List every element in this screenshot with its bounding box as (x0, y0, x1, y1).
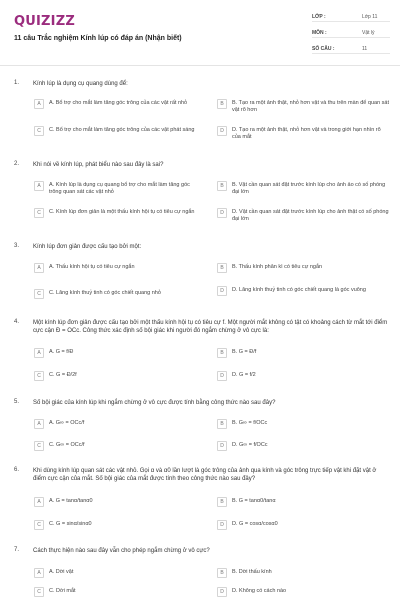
option-letter: A (34, 181, 44, 191)
option-text: D. G = cosα/cosα0 (232, 521, 278, 527)
option-letter: D (217, 520, 227, 530)
meta-value: Vật lý (362, 30, 375, 36)
option-letter: D (217, 441, 227, 451)
worksheet-header (0, 0, 400, 66)
option-d[interactable] (217, 371, 389, 381)
option-c[interactable] (34, 371, 200, 381)
option-b[interactable] (217, 419, 389, 429)
option-text: A. G∞ = OCc/f (49, 420, 85, 426)
option-text: B. G∞ = f/OCc (232, 420, 268, 426)
option-letter: C (34, 289, 44, 299)
option-letter: B (217, 419, 227, 429)
option-a[interactable] (34, 263, 200, 273)
option-letter: C (34, 587, 44, 597)
option-a[interactable] (34, 497, 200, 507)
meta-label: LỚP : (312, 14, 326, 20)
option-letter: C (34, 126, 44, 136)
question-number: 6. (14, 467, 20, 473)
option-letter: A (34, 99, 44, 109)
option-text: A. Bổ trợ cho mắt làm tăng góc trông của các vật rất nhỏ (49, 100, 188, 106)
option-c[interactable] (34, 289, 200, 299)
option-c[interactable] (34, 126, 200, 136)
question-text: Một kính lúp đơn giản được cấu tạo bởi một thấu kính hội tụ có tiêu cự f. Một người mắt không có tật có khoảng cách từ mắt tới điểm cực cận Đ = OCc. Công thức xác định số bội giác khi người đó ngắm chừng ở vô cực là: (33, 320, 388, 334)
question-text: Số bội giác của kính lúp khi ngắm chừng ở vô cực được tính bằng công thức nào sau đây? (33, 400, 276, 406)
option-text: B. G = Đ/f (232, 349, 257, 355)
option-text: C. G = Đ/2f (49, 372, 77, 378)
option-text: B. Dời thấu kính (232, 569, 272, 575)
option-b[interactable] (217, 99, 389, 114)
option-letter: C (34, 520, 44, 530)
option-b[interactable] (217, 497, 389, 507)
question-number: 2. (14, 161, 20, 167)
option-c[interactable] (34, 208, 200, 218)
option-d[interactable] (217, 208, 389, 223)
option-letter: D (217, 126, 227, 136)
option-letter: A (34, 497, 44, 507)
option-text: A. Thấu kính hội tụ có tiêu cự ngắn (49, 264, 135, 270)
option-text: C. G = sinα/sinα0 (49, 521, 92, 527)
option-text: D. Tạo ra một ảnh thật, nhỏ hơn vật và trong giới hạn nhìn rõ của mắt (232, 127, 381, 140)
question-number: 5. (14, 399, 20, 405)
option-text: D. G = f/2 (232, 372, 256, 378)
option-letter: A (34, 568, 44, 578)
meta-value: Lớp 11 (362, 14, 378, 20)
option-letter: B (217, 497, 227, 507)
meta-label: SỐ CÂU : (312, 46, 335, 52)
option-b[interactable] (217, 181, 389, 196)
option-letter: D (217, 371, 227, 381)
meta-divider (312, 37, 390, 38)
option-letter: B (217, 568, 227, 578)
option-a[interactable] (34, 99, 200, 109)
option-text: B. Vật cần quan sát đặt trước kính lúp cho ảnh ảo có số phóng đại lớn (232, 182, 386, 195)
option-letter: D (217, 587, 227, 597)
meta-divider (312, 21, 390, 22)
option-letter: A (34, 263, 44, 273)
option-letter: A (34, 348, 44, 358)
question-text: Kính lúp là dụng cụ quang dùng để: (33, 81, 128, 87)
option-c[interactable] (34, 587, 200, 597)
option-text: B. Tạo ra một ảnh thật, nhỏ hơn vật và thu trên màn để quan sát vật rõ hơn (232, 100, 389, 113)
meta-question-count (312, 44, 390, 54)
option-text: C. Bổ trợ cho mắt làm tăng góc trông của các vật phát sáng (49, 127, 195, 133)
option-letter: B (217, 99, 227, 109)
option-letter: B (217, 181, 227, 191)
question-number: 1. (14, 80, 20, 86)
option-letter: C (34, 441, 44, 451)
option-text: B. G = tanα0/tanα (232, 498, 276, 504)
option-b[interactable] (217, 348, 389, 358)
option-c[interactable] (34, 441, 200, 451)
option-letter: B (217, 263, 227, 273)
option-text: D. Lăng kính thuỷ tinh có góc chiết quang là góc vuông (232, 287, 366, 293)
question-text: Cách thực hiện nào sau đây vẫn cho phép ngắm chừng ở vô cực? (33, 548, 210, 554)
option-letter: D (217, 286, 227, 296)
option-a[interactable] (34, 348, 200, 358)
question-number: 7. (14, 547, 20, 553)
meta-label: MÔN : (312, 30, 327, 36)
option-d[interactable] (217, 587, 389, 597)
option-letter: C (34, 371, 44, 381)
option-letter: D (217, 208, 227, 218)
question-text: Kính lúp đơn giản được cấu tạo bởi một: (33, 244, 142, 250)
option-text: A. Kính lúp là dụng cụ quang bổ trợ cho mắt làm tăng góc trông quan sát các vật nhỏ (49, 182, 190, 195)
option-text: B. Thấu kính phân kì có tiêu cự ngắn (232, 264, 323, 270)
option-letter: C (34, 208, 44, 218)
option-text: A. Dời vật (49, 569, 74, 575)
option-text: C. Dời mắt (49, 588, 76, 594)
option-d[interactable] (217, 441, 389, 451)
option-letter: B (217, 348, 227, 358)
option-b[interactable] (217, 263, 389, 273)
option-letter: A (34, 419, 44, 429)
question-number: 4. (14, 319, 20, 325)
option-b[interactable] (217, 568, 389, 578)
option-text: D. Vật cần quan sát đặt trước kính lúp cho ảnh thật có số phóng đại lớn (232, 209, 389, 222)
meta-divider (312, 53, 390, 54)
option-text: C. G∞ = OCc/f (49, 442, 85, 448)
option-text: A. G = f/Đ (49, 349, 74, 355)
option-d[interactable] (217, 520, 389, 530)
option-d[interactable] (217, 286, 389, 296)
option-a[interactable] (34, 419, 200, 429)
meta-subject (312, 28, 390, 38)
meta-class (312, 12, 390, 22)
worksheet-title: 11 câu Trắc nghiệm Kính lúp có đáp án (Nhận biết) (14, 35, 182, 42)
meta-value: 11 (362, 46, 368, 52)
quizizz-logo: QUIZIZZ (14, 14, 75, 29)
option-c[interactable] (34, 520, 200, 530)
question-number: 3. (14, 243, 20, 249)
option-text: A. G = tanα/tanα0 (49, 498, 93, 504)
option-a[interactable] (34, 181, 200, 196)
option-text: C. Lăng kính thuỷ tinh có góc chiết quang nhỏ (49, 290, 161, 296)
question-text: Khi dùng kính lúp quan sát các vật nhỏ. Gọi α và α0 lần lượt là góc trông của ảnh qua kính và góc trông trực tiếp vật khi đặt vật ở điểm cực cận của mắt. Số bội giác của mắt được tính theo công thức nào sau đây? (33, 468, 377, 482)
option-text: D. Không có cách nào (232, 588, 287, 594)
option-a[interactable] (34, 568, 200, 578)
option-text: D. G∞ = f/OCc (232, 442, 268, 448)
question-text: Khi nói về kính lúp, phát biểu nào sau đây là sai? (33, 162, 164, 168)
option-text: C. Kính lúp đơn giản là một thấu kính hội tụ có tiêu cự ngắn (49, 209, 195, 215)
option-d[interactable] (217, 126, 389, 141)
